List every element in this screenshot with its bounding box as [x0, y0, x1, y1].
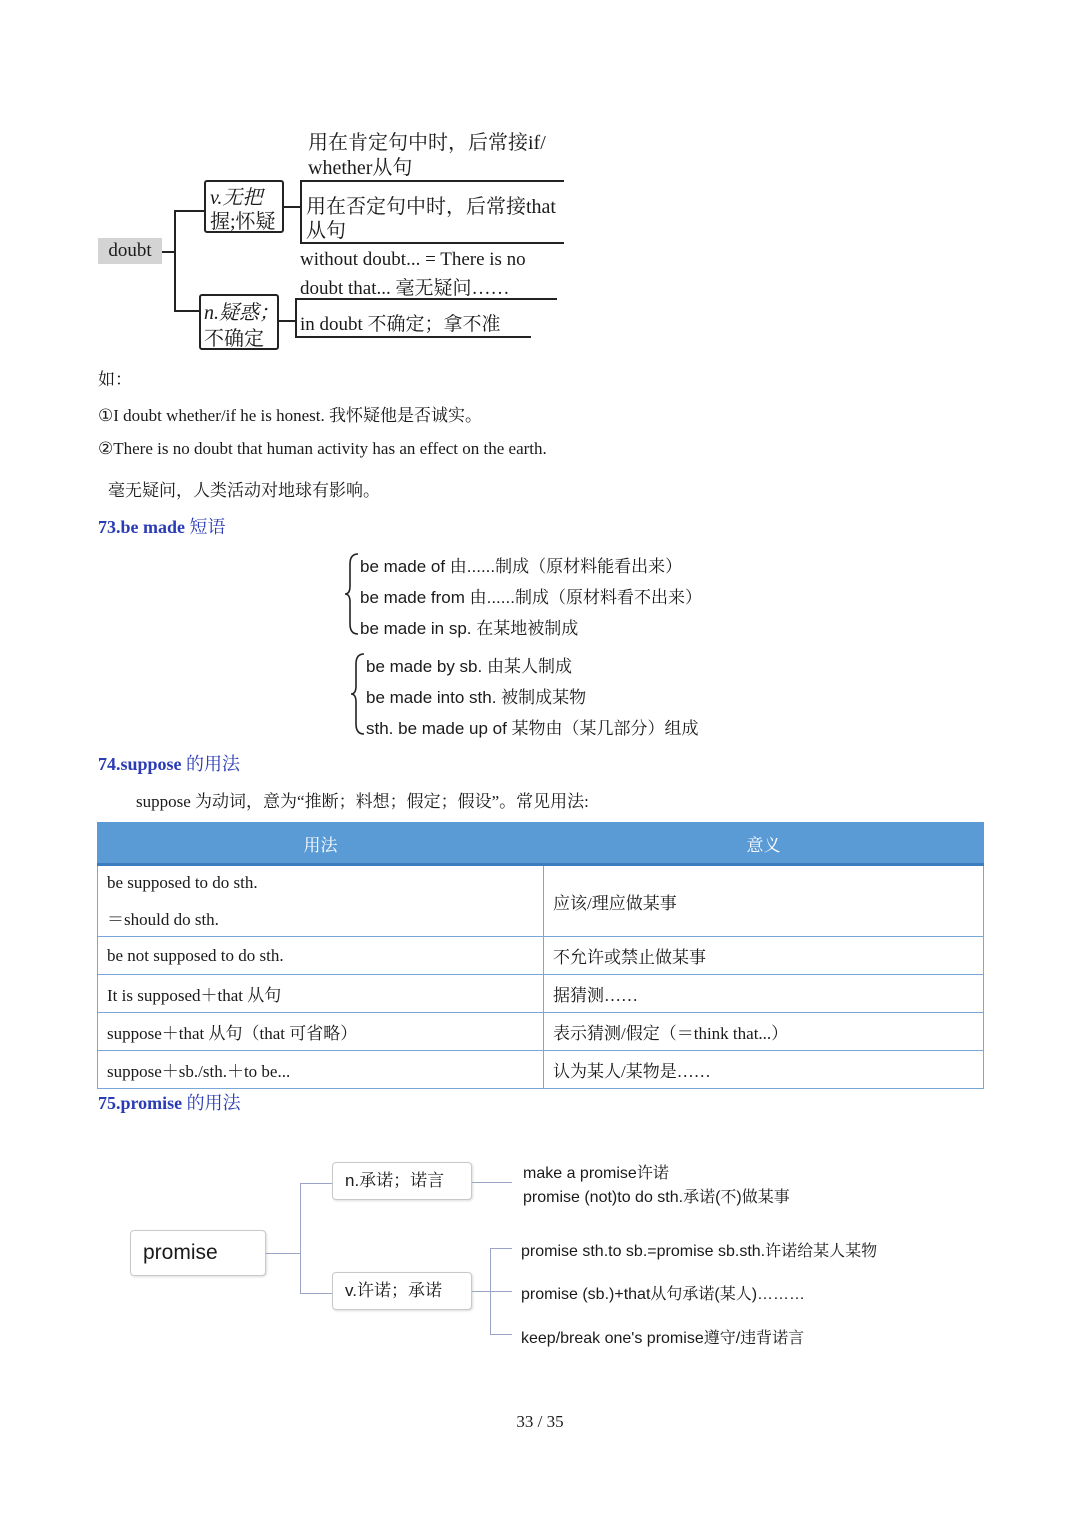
usage-cell: suppose＋that 从句（that 可省略） — [98, 1013, 544, 1051]
made-item-2: be made from 由......制成（原材料看不出来） — [360, 588, 702, 607]
section-73-heading: 73.be made 短语 — [98, 517, 226, 537]
promise-root: promise — [130, 1230, 266, 1276]
made-item-3: be made in sp. 在某地被制成 — [360, 619, 579, 638]
table-row — [98, 1013, 984, 1051]
promise-noun-item-1: make a promise许诺 — [523, 1165, 669, 1182]
doubt-noun-item-1b: doubt that... 毫无疑问…… — [300, 278, 510, 299]
made-item-4: be made by sb. 由某人制成 — [366, 657, 572, 676]
promise-verb-item-2: promise (sb.)+that从句承诺(某人)……… — [521, 1286, 806, 1303]
example-intro: 如： — [98, 370, 132, 389]
doubt-mind-map — [0, 0, 1080, 360]
example-2: ②There is no doubt that human activity has an effect on the earth. — [98, 439, 547, 458]
header-usage: 用法 — [98, 823, 544, 865]
header-meaning: 意义 — [544, 823, 984, 865]
doubt-verb-item-1b: whether从句 — [308, 157, 413, 179]
brace-group-2 — [350, 652, 366, 736]
promise-verb-box: v.许诺；承诺 — [332, 1272, 472, 1310]
example-1: ①I doubt whether/if he is honest. 我怀疑他是否诚实。 — [98, 406, 483, 425]
table-row — [98, 937, 984, 975]
brace-group-1 — [344, 552, 360, 636]
promise-verb-item-3: keep/break one's promise遵守/违背诺言 — [521, 1330, 805, 1347]
meaning-cell: 认为某人/某物是…… — [544, 1051, 984, 1089]
doubt-noun-item-2: in doubt 不确定；拿不准 — [300, 314, 501, 335]
doubt-noun-label-2: 不确定 — [204, 328, 264, 350]
doubt-verb-item-2b: 从句 — [306, 220, 346, 242]
section-75-heading: 75.promise 的用法 — [98, 1093, 241, 1113]
doubt-verb-label-1: v.无把 — [210, 187, 263, 209]
page-number: 33 / 35 — [516, 1412, 564, 1431]
example-2-translation: 毫无疑问，人类活动对地球有影响。 — [108, 481, 380, 500]
promise-verb-item-1: promise sth.to sb.=promise sb.sth.许诺给某人某物 — [521, 1243, 878, 1260]
made-item-6: sth. be made up of 某物由（某几部分）组成 — [366, 719, 699, 738]
doubt-noun-label-1: n.疑惑； — [204, 302, 279, 324]
meaning-cell: 表示猜测/假定（＝think that...） — [544, 1013, 984, 1051]
meaning-cell: 不允许或禁止做某事 — [544, 937, 984, 975]
section-74-heading: 74.suppose 的用法 — [98, 754, 241, 774]
table-row — [98, 865, 984, 937]
usage-cell: It is supposed＋that 从句 — [98, 975, 544, 1013]
doubt-verb-label-2: 握;怀疑 — [210, 211, 276, 233]
doubt-verb-item-2: 用在否定句中时，后常接that — [306, 196, 556, 218]
meaning-cell: 应该/理应做某事 — [544, 865, 984, 937]
meaning-cell: 据猜测…… — [544, 975, 984, 1013]
made-item-1: be made of 由......制成（原材料能看出来） — [360, 557, 683, 576]
suppose-table — [97, 822, 984, 1089]
suppose-intro: suppose 为动词，意为“推断；料想；假定；假设”。常见用法: — [136, 792, 589, 811]
doubt-noun-item-1: without doubt... = There is no — [300, 249, 526, 270]
promise-noun-box: n.承诺；诺言 — [332, 1162, 472, 1200]
table-row — [98, 1051, 984, 1089]
doubt-verb-item-1: 用在肯定句中时，后常接if/ — [308, 132, 546, 154]
usage-cell: suppose＋sb./sth.＋to be... — [98, 1051, 544, 1089]
usage-cell: be not supposed to do sth. — [98, 937, 544, 975]
made-item-5: be made into sth. 被制成某物 — [366, 688, 587, 707]
promise-noun-item-2: promise (not)to do sth.承诺(不)做某事 — [523, 1189, 790, 1206]
promise-mind-map — [0, 1140, 1080, 1360]
table-row — [98, 975, 984, 1013]
usage-cell: be supposed to do sth. ＝should do sth. — [98, 865, 544, 937]
doubt-root: doubt — [98, 238, 162, 264]
